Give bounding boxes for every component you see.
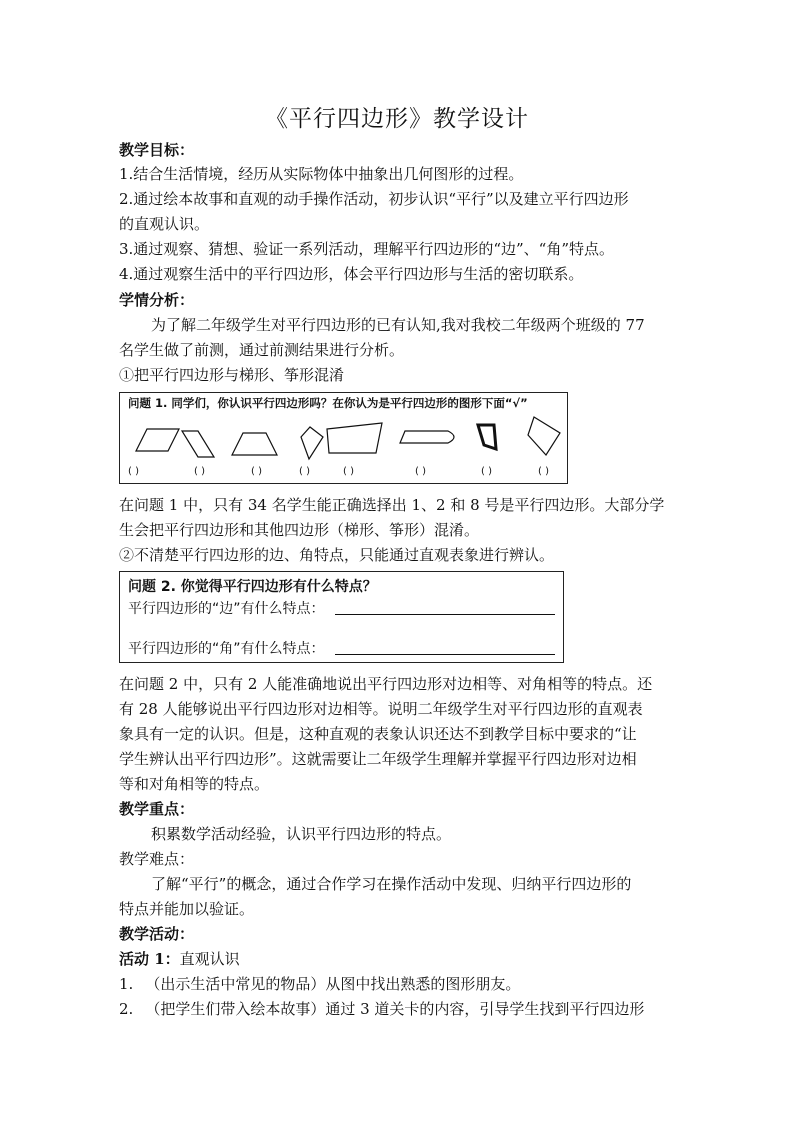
activity-item (119, 997, 679, 1021)
analysis-point-1: ①把平行四边形与梯形、筝形混淆 (119, 366, 345, 384)
analysis-paragraph: 等和对角相等的特点。 (119, 775, 270, 793)
shape-1-parallelogram (136, 429, 179, 451)
analysis-paragraph: 名学生做了前测，通过前测结果进行分析。 (119, 341, 405, 359)
item-text: （把学生们带入绘本故事）通过 3 道关卡的内容，引导学生找到平行四边形 (145, 1000, 645, 1018)
question-1-box (119, 392, 568, 484)
answer-blank: ( ) (343, 466, 354, 477)
activity-1-label: 活动 1： (119, 950, 180, 968)
shape-2-parallelogram (182, 431, 214, 457)
analysis-heading: 学情分析： (119, 291, 195, 309)
answer-blank: ( ) (538, 466, 549, 477)
question-1-label: 问题 1. 同学们，你认识平行四边形吗？在你认为是平行四边形的图形下面“√” (128, 396, 528, 410)
goal-item: 1.结合生活情境，经历从实际物体中抽象出几何图形的过程。 (119, 165, 524, 183)
goal-item: 的直观认识。 (119, 215, 210, 233)
activities-heading: 教学活动： (119, 925, 195, 943)
analysis-paragraph: 为了解二年级学生对平行四边形的已有认知,我对我校二年级两个班级的 77 (151, 316, 645, 334)
answer-blank: ( ) (128, 466, 139, 477)
answer-blank: ( ) (299, 466, 310, 477)
analysis-paragraph: 在问题 1 中，只有 34 名学生能正确选择出 1、2 和 8 号是平行四边形。大部分学 (119, 496, 665, 514)
shape-7-quadrilateral (478, 425, 496, 449)
analysis-paragraph: 在问题 2 中，只有 2 人能准确地说出平行四边形对边相等、对角相等的特点。还 (119, 675, 653, 693)
shape-5-trapezoid (327, 423, 382, 453)
answer-blank: ( ) (481, 466, 492, 477)
goal-item: 2.通过绘本故事和直观的动手操作活动，初步认识“平行”以及建立平行四边形 (119, 190, 629, 208)
analysis-paragraph: 象具有一定的认识。但是，这种直观的表象认识还达不到教学目标中要求的“让 (119, 725, 637, 743)
analysis-paragraph: 学生辨认出平行四边形”。这就需要让二年级学生理解并掌握平行四边形对边相 (119, 750, 637, 768)
shape-8-parallelogram (528, 417, 560, 455)
difficulty-heading: 教学难点： (119, 850, 195, 868)
goals-heading: 教学目标： (119, 141, 195, 159)
shape-3-trapezoid (232, 433, 277, 455)
analysis-paragraph: 生会把平行四边形和其他四边形（梯形、筝形）混淆。 (119, 521, 480, 539)
difficulty-text: 特点并能加以验证。 (119, 900, 255, 918)
answer-blank: ( ) (251, 466, 262, 477)
key-point-text: 积累数学活动经验，认识平行四边形的特点。 (151, 825, 452, 843)
item-number: 1. (119, 975, 134, 993)
question-2-title: 问题 2. 你觉得平行四边形有什么特点？ (128, 579, 377, 595)
question-2-box (119, 571, 564, 663)
difficulty-text: 了解“平行”的概念，通过合作学习在操作活动中发现、归纳平行四边形的 (151, 875, 632, 893)
activity-item (119, 972, 679, 996)
analysis-point-2: ②不清楚平行四边形的边、角特点，只能通过直观表象进行辨认。 (119, 546, 555, 564)
answer-line (335, 614, 555, 615)
question-2-line-1: 平行四边形的“边”有什么特点： (128, 601, 325, 617)
shape-6-rounded (400, 431, 454, 443)
shape-4-kite (301, 427, 323, 459)
question-2-line-2: 平行四边形的“角”有什么特点： (128, 641, 325, 657)
answer-line (335, 654, 555, 655)
item-text: （出示生活中常见的物品）从图中找出熟悉的图形朋友。 (145, 975, 521, 993)
document-title: 《平行四边形》教学设计 (265, 106, 529, 132)
activity-1-heading (119, 947, 679, 971)
goal-item: 3.通过观察、猜想、验证一系列活动，理解平行四边形的“边”、“角”特点。 (119, 240, 614, 258)
item-number: 2. (119, 1000, 134, 1018)
activity-1-title: 直观认识 (179, 950, 240, 968)
answer-blank: ( ) (415, 466, 426, 477)
key-point-heading: 教学重点： (119, 800, 195, 818)
goal-item: 4.通过观察生活中的平行四边形，体会平行四边形与生活的密切联系。 (119, 265, 584, 283)
answer-blank: ( ) (194, 466, 205, 477)
analysis-paragraph: 有 28 人能够说出平行四边形对边相等。说明二年级学生对平行四边形的直观表 (119, 700, 643, 718)
